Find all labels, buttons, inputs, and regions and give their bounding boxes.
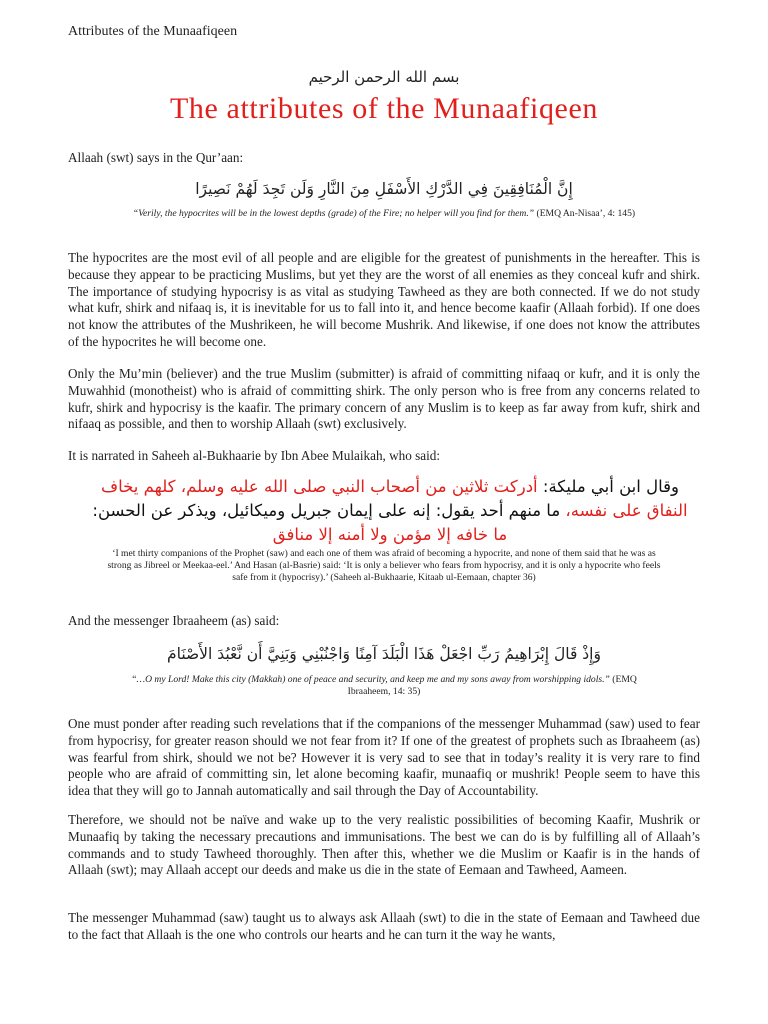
verse-reference-2: (EMQ Ibraaheem, 14: 35) [347, 674, 637, 697]
verse-reference-1: (EMQ An-Nisaa’, 4: 145) [536, 208, 636, 219]
quran-verse-arabic-2: وَإِذْ قَالَ إِبْرَاهِيمُ رَبِّ اجْعَلْ هَذَا الْبَلَدَ آمِنًا وَاجْنُبْنِي وَبَنِيَّ أَن نَّعْبُدَ الأَصْنَامَ [167, 645, 601, 663]
basmala: بسم الله الرحمن الرحيم [308, 68, 460, 86]
verse-translation-2-text: “…O my Lord! Make this city (Makkah) one of peace and security, and keep me and my sons away from worshipping idols.” [131, 674, 610, 685]
paragraph-6: Therefore, we should not be naïve and wake up to the very realistic possibilities of becoming Kaafir, Mushrik or Munaafiq by taking the necessary precautions and immunisations. The best we can do is by fulfilling all of Allaah’s commands and to study Tawheed thoroughly. Then after this, whether we die Muslim or Kaafir is in the hands of Allaah (swt); may Allaah accept our deeds and make us die in the state of Eemaan and Tawheed, Aameen. [68, 812, 700, 878]
paragraph-2: Only the Mu’min (believer) and the true Muslim (submitter) is afraid of committing nifaaq or kufr, and it is only the Muwahhid (monotheist) who is afraid of committing shirk. The only person who is free from any concerns related to kufr, shirk and hypocrisy is the kaafir. The primary concern of any Muslim is to keep as far away from kufr, shirk and nifaaq as possible, and then to worship Allaah (swt) exclusively. [68, 366, 700, 432]
hadith-arabic [88, 475, 692, 547]
quran-verse-arabic-1: إِنَّ الْمُنَافِقِينَ فِي الدَّرْكِ الأَسْفَلِ مِنَ النَّارِ وَلَن تَجِدَ لَهُمْ نَصِيرًا [195, 180, 573, 198]
running-header: Attributes of the Munaafiqeen [68, 24, 238, 39]
paragraph-5: One must ponder after reading such revelations that if the companions of the messenger Muhammad (saw) used to fear from hypocrisy, for greater reason should we not fear from it? If one of the greatest of prophets such as Ibraaheem (as) was fearful from shirk, should we not be? However it is very sad to see that in today’s reality it is very rare to find people who are afraid of committing sin, let alone becoming kaafir, munaafiq or mushrik! People seem to have this idea that they will go to Jannah automatically and sail through the Day of Accountability. [68, 716, 700, 799]
hadith-arabic-quote-2: ما خافه إلا مؤمن ولا أمنه إلا منافق [272, 525, 508, 544]
paragraph-7: The messenger Muhammad (saw) taught us to always ask Allaah (swt) to die in the state of Eemaan and Tawheed due to the fact that Allaah is the one who controls our hearts and he can turn it the way he wants, [68, 910, 700, 942]
verse-translation-1 [110, 208, 658, 220]
verse-translation-1-text: “Verily, the hypocrites will be in the lowest depths (grade) of the Fire; no helper will you find for them.” [132, 208, 535, 219]
hadith-arabic-lead: وقال ابن أبي مليكة: [542, 477, 679, 496]
hadith-arabic-quote-1: أدركت ثلاثين من أصحاب النبي صلى الله عليه وسلم، كلهم يخاف النفاق على نفسه، [101, 477, 688, 520]
intro-text: Allaah (swt) says in the Qur’aan: [68, 150, 244, 165]
hadith-translation: ‘I met thirty companions of the Prophet (saw) and each one of them was afraid of becoming a hypocrite, and none of them said that he was as strong as Jibreel or Meekaa-eel.’ And Hasan (al-Basrie) said: ‘It is only a believer who fears from hypocrisy, and it is only a hypocrite who feels safe from it (hypocrisy).’ (Saheeh al-Bukhaarie, Kitaab ul-Eemaan, chapter 36) [107, 548, 661, 583]
verse-translation-2 [110, 674, 658, 698]
paragraph-3: It is narrated in Saheeh al-Bukhaarie by Ibn Abee Mulaikah, who said: [68, 448, 441, 463]
paragraph-4: And the messenger Ibraaheem (as) said: [68, 613, 280, 628]
paragraph-1: The hypocrites are the most evil of all people and are eligible for the greatest of punishments in the hereafter. This is because they appear to be practicing Muslims, but yet they are the worst of all enemies as they conceal kufr and shirk. The importance of studying hypocrisy is as vital as studying Tawheed as they are both connected. If we do not study what kufr, shirk and nifaaq is, it is inevitable for us to fall into it, and hence become kaafir (Allaah forbid). If one does not know the attributes of the Mushrikeen, he will become Mushrik. And likewise, if one does not know the attributes of the hypocrites he will become one. [68, 250, 700, 349]
page-title: The attributes of the Munaafiqeen [170, 92, 598, 125]
hadith-arabic-narration: ما منهم أحد يقول: إنه على إيمان جبريل وميكائيل، ويذكر عن الحسن: [92, 501, 561, 520]
